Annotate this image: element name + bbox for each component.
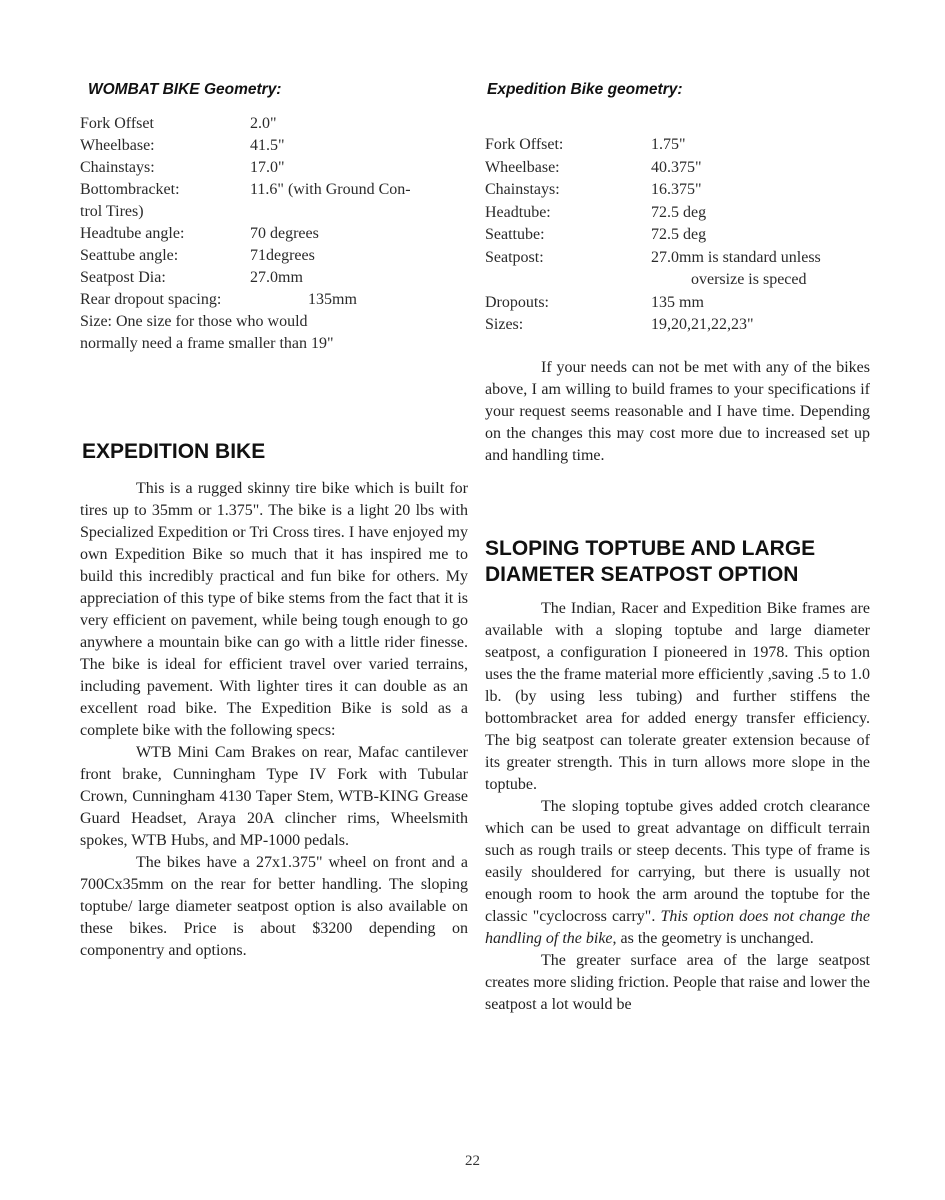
geometry-label: Fork Offset bbox=[80, 115, 154, 132]
geometry-value: 17.0" bbox=[250, 159, 285, 176]
expedition-bike-body bbox=[80, 478, 468, 962]
geometry-label: Size: One size for those who would bbox=[80, 313, 308, 330]
geometry-row bbox=[80, 135, 285, 157]
geometry-value: oversize is speced bbox=[691, 271, 807, 288]
geometry-value: 72.5 deg bbox=[651, 226, 707, 243]
geometry-row bbox=[80, 179, 411, 201]
geometry-value: 11.6" (with Ground Con- bbox=[250, 181, 411, 198]
geometry-row bbox=[80, 311, 308, 333]
geometry-label: Headtube: bbox=[485, 203, 551, 221]
geometry-value: 41.5" bbox=[250, 137, 285, 154]
geometry-row bbox=[80, 223, 319, 245]
geometry-row bbox=[80, 201, 144, 223]
geometry-label: Chainstays: bbox=[80, 159, 155, 176]
geometry-value: 40.375" bbox=[651, 158, 702, 176]
custom-frames-body bbox=[485, 357, 870, 467]
geometry-label: Sizes: bbox=[485, 316, 524, 333]
geometry-label: Wheelbase: bbox=[80, 137, 155, 154]
geometry-value: 19,20,21,22,23" bbox=[651, 316, 754, 333]
geometry-label: Chainstays: bbox=[485, 181, 560, 198]
geometry-label: Seattube: bbox=[485, 226, 545, 243]
geometry-label: Seatpost: bbox=[485, 248, 544, 266]
geometry-value: 1.75" bbox=[651, 136, 686, 153]
geometry-label: Rear dropout spacing: bbox=[80, 291, 222, 308]
expedition-bike-paragraph-2: WTB Mini Cam Brakes on rear, Mafac cantilever front brake, Cunningham Type IV Fork with Tubular Crown, Cunningham 4130 Taper Stem, WTB-KING Grease Guard Headset, Araya 20A clincher rims, Wheelsmith spokes, WTB Hubs, and MP-1000 pedals. bbox=[80, 744, 468, 849]
geometry-row bbox=[485, 202, 707, 224]
geometry-label: Seattube angle: bbox=[80, 247, 179, 264]
sloping-toptube-body bbox=[485, 598, 870, 1016]
expedition-bike-heading: EXPEDITION BIKE bbox=[82, 440, 266, 463]
wombat-geometry-title: WOMBAT BIKE Geometry: bbox=[88, 81, 282, 98]
geometry-label: Headtube angle: bbox=[80, 225, 185, 242]
sloping-paragraph-2-text-b: , as the geometry is unchanged. bbox=[612, 930, 814, 947]
geometry-value: 71degrees bbox=[250, 247, 315, 264]
sloping-paragraph-2 bbox=[485, 796, 870, 950]
expedition-geometry-title: Expedition Bike geometry: bbox=[487, 81, 683, 98]
geometry-value: 27.0mm is standard unless bbox=[651, 248, 821, 266]
sloping-toptube-heading: SLOPING TOPTUBE AND LARGE DIAMETER SEATPOST OPTION bbox=[485, 537, 816, 586]
sloping-paragraph-3: The greater surface area of the large seatpost creates more sliding friction. People that raise and lower the seatpost a lot would be bbox=[485, 952, 870, 1013]
geometry-row bbox=[80, 113, 277, 135]
geometry-label: Seatpost Dia: bbox=[80, 269, 166, 286]
geometry-row bbox=[485, 247, 821, 269]
geometry-row bbox=[80, 289, 357, 311]
custom-frames-paragraph: If your needs can not be met with any of the bikes above, I am willing to build frames to your specifications if your request seems reasonable and I have time. Depending on the changes this may cost more due to increased set up and handling time. bbox=[485, 359, 870, 464]
expedition-bike-paragraph-1: This is a rugged skinny tire bike which is built for tires up to 35mm or 1.375". The bike is a light 20 lbs with Specialized Expedition or Tri Cross tires. I have enjoyed my own Expedition Bike so much that it has inspired me to build this incredibly practical and fun bike for others. My appreciation of this type of bike stems from the fact that it is very efficient on pavement, while being tough enough to go anywhere a mountain bike can go with a little rider finesse. The bike is ideal for efficient travel over varied terrains, including pavement. With lighter tires it can double as an excellent road bike. The Expedition Bike is sold as a complete bike with the following specs: bbox=[80, 480, 468, 739]
geometry-row bbox=[80, 333, 334, 355]
sloping-paragraph-1: The Indian, Racer and Expedition Bike frames are available with a sloping toptube and large diameter seatpost, a configuration I pioneered in 1978. This option uses the the frame material more efficiently ,saving .5 to 1.0 lb. (by using less tubing) and further stiffens the bottombracket area for added energy transfer efficiency. The big seatpost can tolerate greater extension because of its greater strength. This in turn allows more slope in the toptube. bbox=[485, 600, 870, 793]
expedition-bike-paragraph-3: The bikes have a 27x1.375" wheel on front and a 700Cx35mm on the rear for better handling. The sloping toptube/ large diameter seatpost option is also available on these bikes. Price is about $3200 depending on componentry and options. bbox=[80, 854, 468, 959]
geometry-value: 70 degrees bbox=[250, 225, 319, 242]
geometry-label: Dropouts: bbox=[485, 293, 549, 311]
geometry-value: 135 mm bbox=[651, 293, 704, 311]
geometry-value: 72.5 deg bbox=[651, 203, 707, 221]
geometry-value: 27.0mm bbox=[250, 269, 303, 286]
geometry-value: 2.0" bbox=[250, 115, 277, 132]
geometry-row bbox=[80, 157, 285, 179]
geometry-row bbox=[80, 245, 315, 267]
geometry-label: trol Tires) bbox=[80, 203, 144, 220]
page-number: 22 bbox=[465, 1153, 480, 1169]
geometry-row bbox=[80, 267, 303, 289]
geometry-label: Fork Offset: bbox=[485, 136, 564, 153]
sloping-paragraph-2-text-a: The sloping toptube gives added crotch clearance which can be used to great advantage on difficult terrain such as rough trails or steep decents. This type of frame is easily shouldered for carrying, but there is usually not enough room to hook the arm around the toptube for the classic "cyclocross carry". bbox=[485, 798, 870, 925]
geometry-label: Bottombracket: bbox=[80, 181, 180, 198]
geometry-value: 16.375" bbox=[651, 181, 702, 198]
geometry-label: normally need a frame smaller than 19" bbox=[80, 335, 334, 352]
geometry-row bbox=[485, 314, 754, 336]
geometry-row bbox=[485, 157, 702, 179]
geometry-row bbox=[485, 224, 707, 246]
geometry-label: Wheelbase: bbox=[485, 158, 560, 176]
geometry-row bbox=[485, 134, 686, 156]
sloping-paragraph-2-italic: This option does not change the handling of the bike bbox=[485, 908, 871, 947]
geometry-row bbox=[485, 179, 702, 201]
geometry-value: 135mm bbox=[308, 291, 357, 308]
geometry-row bbox=[485, 292, 704, 314]
